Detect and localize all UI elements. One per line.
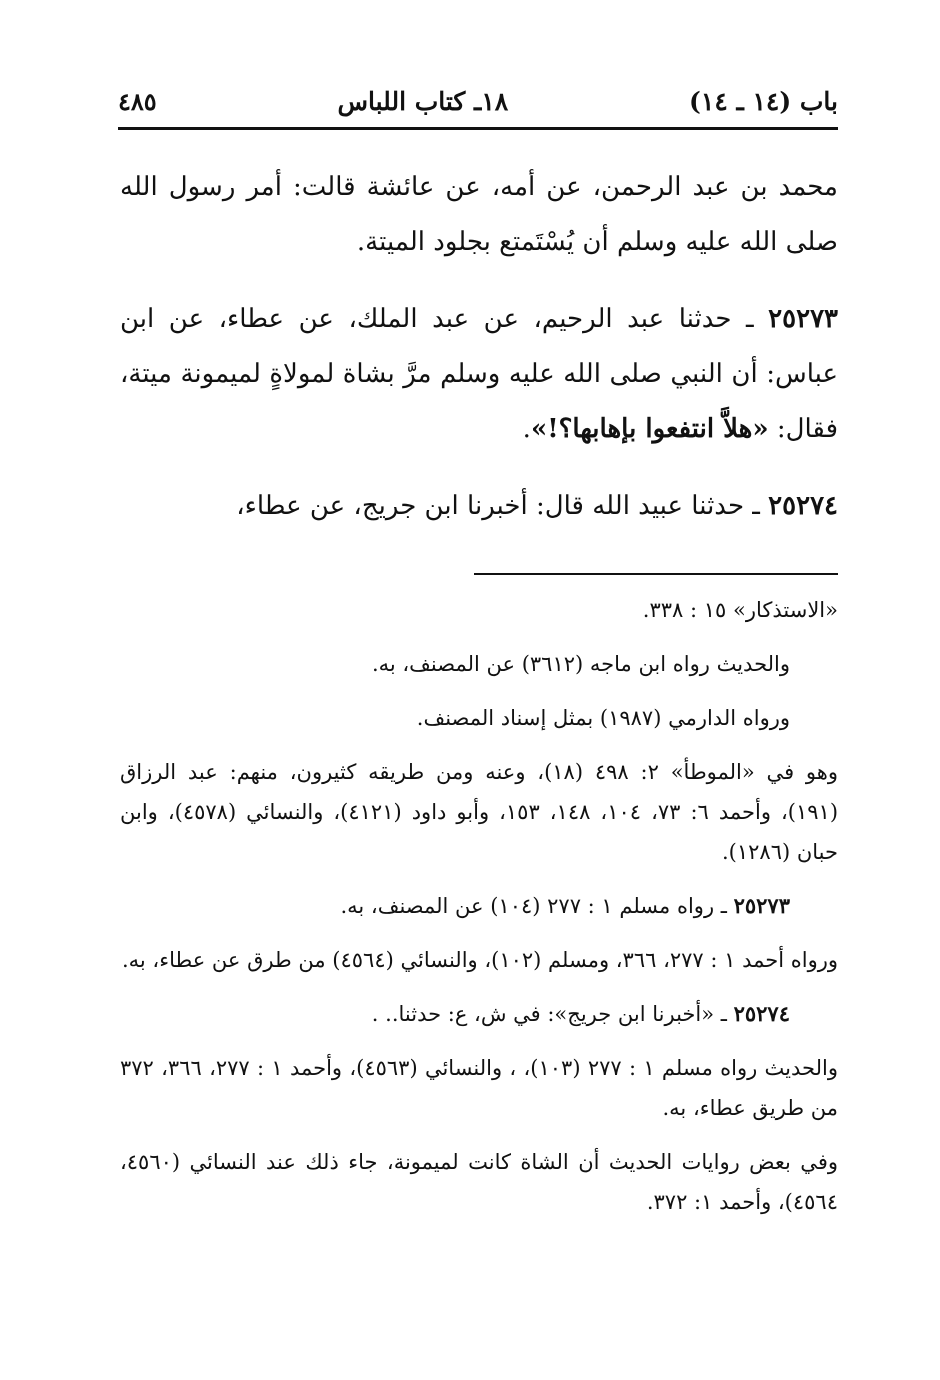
- footnote-line: ورواه الدارمي (١٩٨٧) بمثل إسناد المصنف.: [416, 706, 790, 730]
- main-text: [120, 160, 838, 556]
- footnote-number: ٢٥٢٧٤: [733, 1001, 790, 1026]
- book-title: ١٨ـ كتاب اللباس: [337, 86, 509, 116]
- hadith-end: .: [522, 414, 531, 444]
- hadith-number: ٢٥٢٧٤: [768, 491, 838, 521]
- footnote-line: [120, 994, 838, 1034]
- footnote-line: وهو في «الموطأ» ٢: ٤٩٨ (١٨)، وعنه ومن طريقه كثيرون، منهم: عبد الرزاق (١٩١)، وأحمد ٦: ٧٣، ١٠٤، ١٤٨، ١٥٣، وأبو داود (٤١٢١)، والنسائي (٤٥٧٨)، وابن حبان (١٢٨٦).: [120, 760, 839, 864]
- footnotes: [120, 590, 838, 1236]
- hadith-quote: «هلاَّ انتفعوا بإهابها؟!»: [530, 414, 769, 444]
- footnote-line: «الاستذكار» ١٥ : ٣٣٨.: [642, 598, 838, 622]
- hadith-25274: [120, 479, 838, 534]
- footnote-text: ـ «أخبرنا ابن جريج»: في ش، ع: حدثنا.. .: [371, 1002, 734, 1026]
- footnote-line: وفي بعض روايات الحديث أن الشاة كانت لميمونة، جاء ذلك عند النسائي (٤٥٦٠، ٤٥٦٤)، وأحمد ١: ٣٧٢.: [120, 1150, 838, 1214]
- hadith-number: ٢٥٢٧٣: [768, 304, 838, 334]
- hadith-25273: [120, 292, 838, 457]
- footnote-number: ٢٥٢٧٣: [733, 893, 790, 918]
- footnote-line: ورواه أحمد ١ : ٢٧٧، ٣٦٦، ومسلم (١٠٢)، والنسائي (٤٥٦٤) من طرق عن عطاء، به.: [121, 948, 838, 972]
- hadith-text: ـ حدثنا عبيد الله قال: أخبرنا ابن جريج، عن عطاء،: [236, 491, 769, 521]
- footnote-line: [120, 886, 838, 926]
- header-rule: [118, 127, 838, 130]
- footnote-text: ـ رواه مسلم ١ : ٢٧٧ (١٠٤) عن المصنف، به.: [340, 894, 734, 918]
- footnote-line: والحديث رواه مسلم ١ : ٢٧٧ (١٠٣)، ، والنسائي (٤٥٦٣)، وأحمد ١ : ٢٧٧، ٣٦٦، ٣٧٢ من طريق عطاء، به.: [120, 1056, 838, 1120]
- hadith-text: ـ حدثنا عبد الرحيم، عن عبد الملك، عن عطاء، عن ابن عباس: أن النبي صلى الله عليه وسلم مرَّ بشاة لمولاةٍ لميمونة ميتة، فقال:: [120, 304, 838, 444]
- page-header: [118, 78, 838, 124]
- chapter-reference: باب (١٤ ـ ١٤): [689, 86, 838, 116]
- page-number: ٤٨٥: [118, 86, 157, 116]
- footnote-line: والحديث رواه ابن ماجه (٣٦١٢) عن المصنف، به.: [371, 652, 790, 676]
- footnote-separator: [474, 573, 838, 575]
- paragraph-continuation: محمد بن عبد الرحمن، عن أمه، عن عائشة قالت: أمر رسول الله صلى الله عليه وسلم أن يُسْتَمتع بجلود الميتة.: [120, 172, 838, 257]
